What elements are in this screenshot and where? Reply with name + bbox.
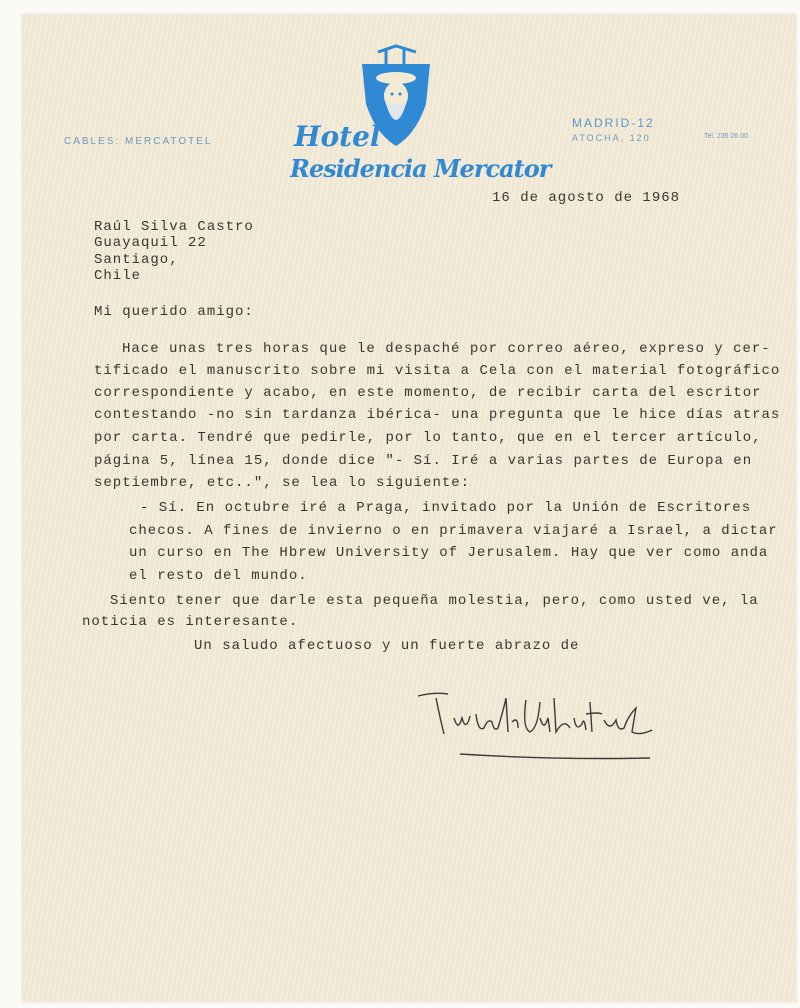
letterhead-city: MADRID-12 (572, 116, 655, 130)
closing-line: noticia es interesante. (82, 614, 299, 630)
salutation: Mi querido amigo: (94, 304, 254, 320)
body-line: tificado el manuscrito sobre mi visita a Cela con el material fotográfico (94, 363, 781, 379)
letterhead-address: ATOCHA, 120 (572, 133, 651, 143)
quote-line: un curso en The Hbrew University of Jerusalem. Hay que ver como anda (129, 545, 769, 561)
recipient-city: Santiago, (94, 252, 179, 268)
letterhead-cables: CABLES: MERCATOTEL (64, 136, 213, 147)
closing-line: Siento tener que darle esta pequeña molestia, pero, como usted ve, la (110, 593, 759, 609)
recipient-street: Guayaquil 22 (94, 235, 207, 251)
farewell: Un saludo afectuoso y un fuerte abrazo de (194, 638, 580, 654)
quote-line: checos. A fines de invierno o en primavera viajaré a Israel, a dictar (129, 523, 778, 539)
body-line: por carta. Tendré que pedirle, por lo tanto, que en el tercer artículo, (94, 430, 762, 446)
body-line: Hace unas tres horas que le despaché por correo aéreo, expreso y cer- (122, 341, 771, 357)
body-line: contestando -no sin tardanza ibérica- una pregunta que le hice días atras (94, 407, 781, 423)
letter-date: 16 de agosto de 1968 (492, 190, 681, 206)
recipient-name: Raúl Silva Castro (94, 219, 254, 235)
quote-line: el resto del mundo. (129, 568, 308, 584)
handwritten-signature (414, 688, 664, 768)
recipient-country: Chile (94, 268, 142, 284)
body-line: página 5, línea 15, donde dice "- Sí. Iré a varias partes de Europa en (94, 453, 753, 469)
hotel-logo-line1: Hotel (294, 120, 381, 153)
hotel-logo-line2: Residencia Mercator (290, 154, 551, 183)
letterhead-phone: Tel. 235 26 00 (704, 133, 748, 140)
quote-line: - Sí. En octubre iré a Praga, invitado por la Unión de Escritores (140, 500, 752, 516)
body-line: septiembre, etc..", se lea lo siguiente: (94, 475, 471, 491)
body-line: correspondiente y acabo, en este momento, de recibir carta del escritor (94, 385, 762, 401)
